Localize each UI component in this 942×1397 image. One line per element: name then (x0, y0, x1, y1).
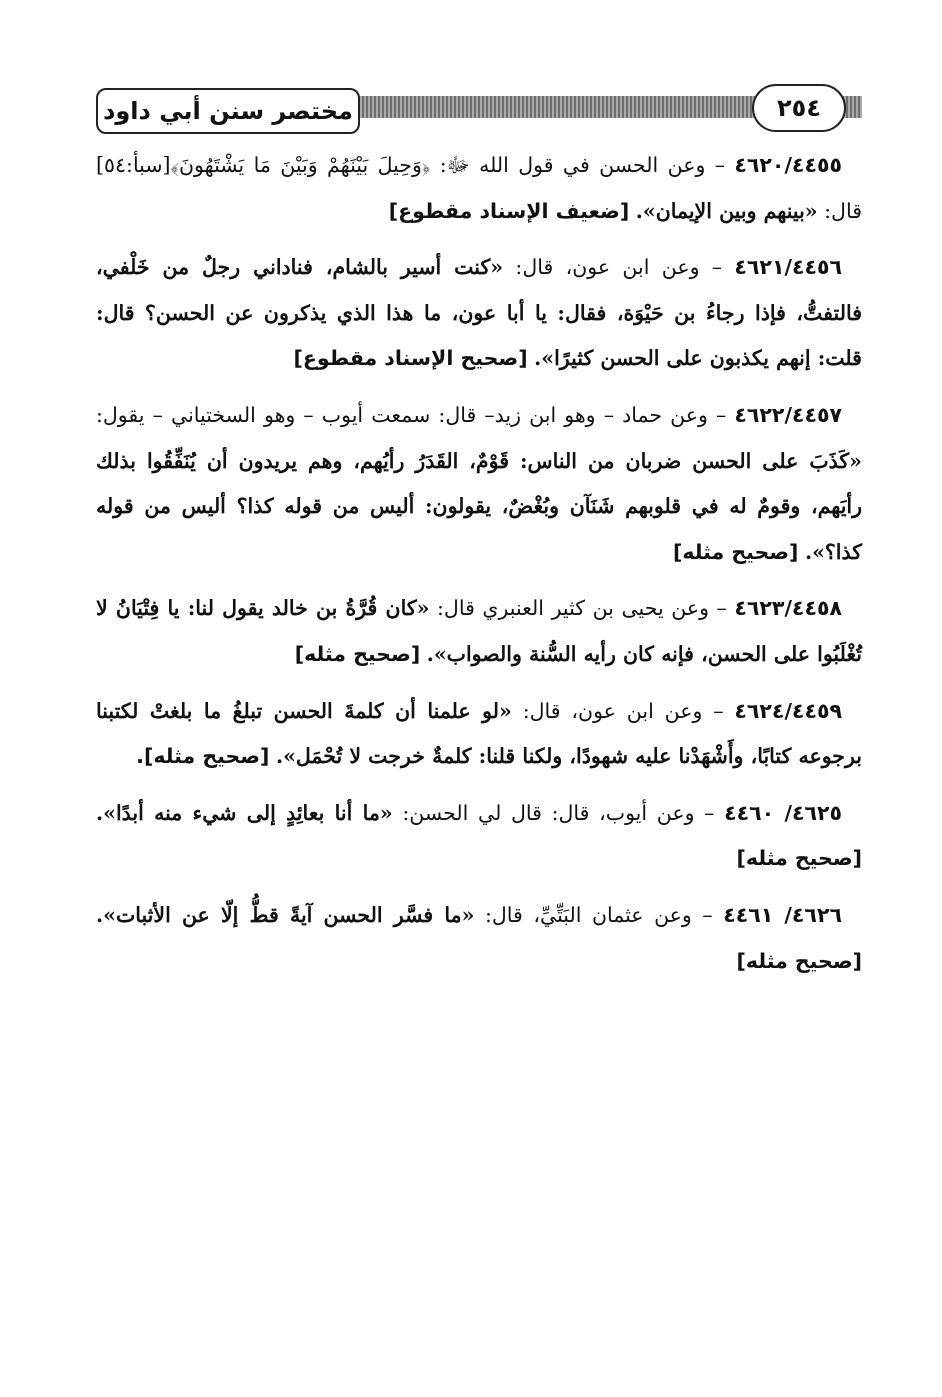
hadith-grade: [صحيح مثله] (736, 846, 862, 871)
hadith-number: ٤٦٢١/٤٤٥٦ (734, 255, 842, 280)
hadith-text: «كَذَبَ على الحسن ضربان من الناس: قَوْمٌ، القَدَرُ رأيُهم، وهم يريدون أن يُنَفِّقُوا بذلك رأيَهم، وقومٌ له في قلوبهم شَنَآن وبُغْضٌ، يقولون: أليس من قوله كذا؟ أليس من قوله كذا؟». (96, 448, 862, 564)
hadith-text: «ما فسَّر الحسن آيةً قطُّ إلّا عن الأثبات». (96, 902, 475, 927)
hadith-text: «ما أنا بعائِدٍ إلى شيء منه أبدًا». (96, 800, 393, 825)
hadith-number: ٤٦٢٦/ ٤٤٦١ (723, 902, 842, 927)
hadith-entry (96, 689, 862, 780)
hadith-number: ٤٦٢٤/٤٤٥٩ (734, 698, 842, 723)
hadith-entry (96, 893, 862, 984)
quran-quote: ﴿وَحِيلَ بَيْنَهُمْ وَبَيْنَ مَا يَشْتَهُونَ﴾ (170, 153, 431, 177)
hadith-entry (96, 586, 862, 677)
hadith-entry (96, 143, 862, 234)
hadith-grade: [ضعيف الإسناد مقطوع] (388, 198, 630, 223)
hadith-grade: [صحيح مثله] (294, 641, 421, 666)
hadith-intro: – وعن عثمان البَتِّيِّ، قال: (484, 902, 713, 927)
page-header (96, 84, 862, 136)
book-title: مختصر سنن أبي داود (96, 88, 360, 134)
hadith-number: ٤٦٢٠/٤٤٥٥ (734, 153, 842, 177)
hadith-grade: [صحيح مثله] (672, 539, 799, 564)
page-number: ٢٥٤ (752, 84, 846, 132)
quran-reference: [سبأ:٥٤] (96, 153, 171, 177)
hadith-grade: [صحيح الإسناد مقطوع] (293, 346, 528, 371)
hadith-grade: [صحيح مثله]. (136, 744, 270, 769)
hadith-intro: – وعن حماد – وهو ابن زيد– قال: سمعت أيوب – وهو السختياني – يقول: (96, 402, 727, 427)
hadith-intro: – وعن يحيى بن كثير العنبري قال: (437, 596, 727, 621)
hadith-text: «بينهم وبين الإيمان». (635, 198, 818, 223)
hadith-intro: – وعن الحسن في قول الله ﷻ: (439, 153, 725, 177)
hadith-intro: – وعن ابن عون، قال: (515, 255, 723, 280)
hadith-mid: قال: (824, 198, 862, 223)
hadith-grade: [صحيح مثله] (736, 948, 862, 973)
hadith-intro: – وعن ابن عون، قال: (522, 698, 724, 723)
hadith-number: ٤٦٢٥/ ٤٤٦٠ (724, 800, 843, 825)
hadith-text: «لو علمنا أن كلمةَ الحسن تبلغُ ما بلغتْ لكتبنا برجوعه كتابًا، وأَشْهَدْنا عليه شهودًا، ولكنا قلنا: كلمةٌ خرجت لا تُحْمَل». (96, 698, 862, 769)
hadith-number: ٤٦٢٢/٤٤٥٧ (734, 402, 842, 427)
hadith-intro: – وعن أيوب، قال: قال لي الحسن: (402, 800, 715, 825)
hadith-text: «كان قُرَّةُ بن خالد يقول لنا: يا فِتْيَانُ لا تُغْلَبُوا على الحسن، فإنه كان رأيه السُّنة والصواب». (96, 596, 862, 666)
hadith-entry (96, 393, 862, 575)
hadith-entry (96, 791, 862, 882)
page-body (96, 143, 862, 995)
hadith-text: «كنت أسير بالشام، فناداني رجلٌ من خَلْفي، فالتفتُّ، فإذا رجاءُ بن حَيْوَة، فقال: يا أبا عون، ما هذا الذي يذكرون عن الحسن؟ قال: قلت: إنهم يكذبون على الحسن كثيرًا». (96, 255, 862, 371)
hadith-number: ٤٦٢٣/٤٤٥٨ (734, 596, 842, 621)
hadith-entry (96, 245, 862, 382)
